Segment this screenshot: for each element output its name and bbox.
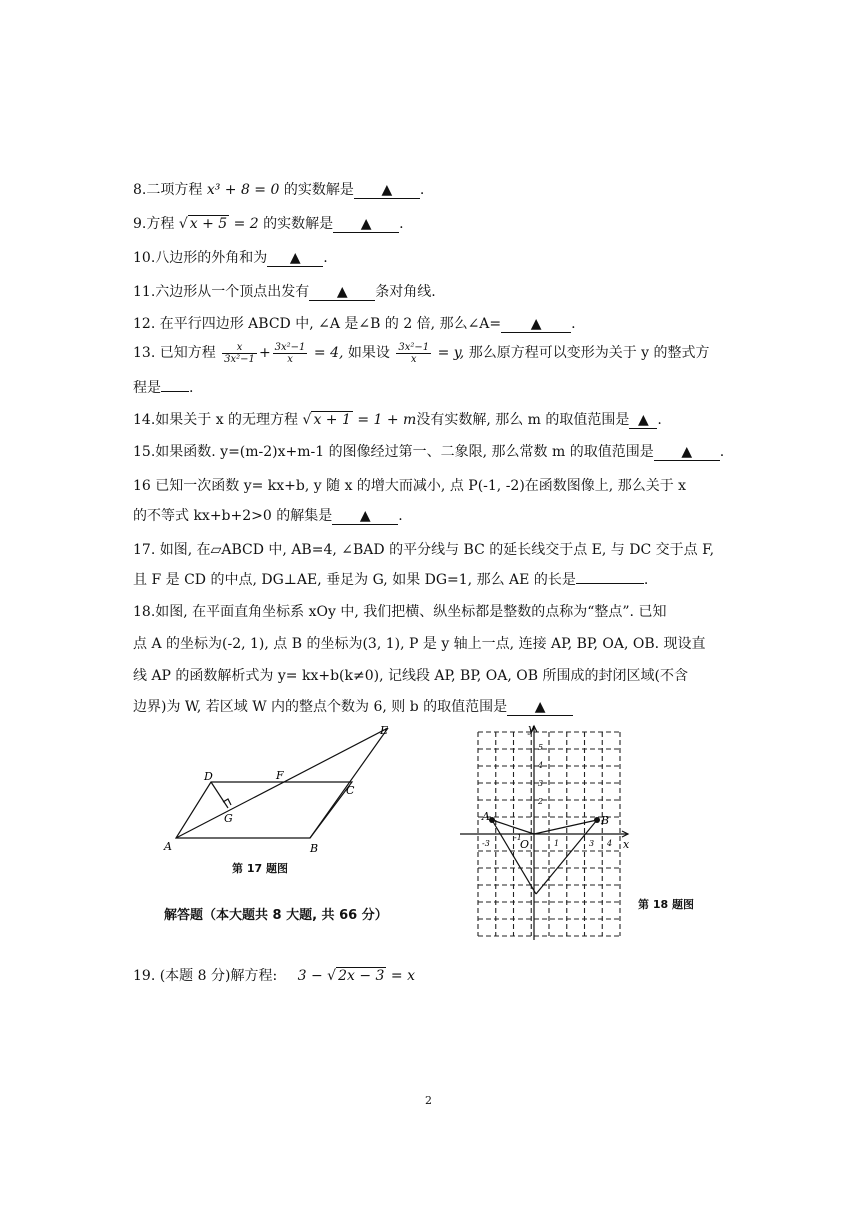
label-b: B xyxy=(310,842,319,855)
label-e: E xyxy=(380,724,389,737)
section-title: 解答题（本大题共 8 大题, 共 66 分） xyxy=(164,908,388,923)
fraction: $\frac{x}{\text{3x²−1}}$ xyxy=(224,341,255,365)
question-16-line2: 的不等式 kx+b+2>0 的解集是 ▲ . xyxy=(133,508,403,524)
figure-18 xyxy=(456,722,636,944)
answer-blank[interactable]: ▲ xyxy=(267,250,323,267)
question-18-line2: 点 A 的坐标为(-2, 1), 点 B 的坐标为(3, 1), P 是 y 轴上一点, 连接 AP, BP, OA, OB. 现设直 xyxy=(133,636,706,652)
question-17: 17. 如图, 在▱ABCD 中, AB=4, ∠BAD 的平分线与 BC 的延长线交于点 E, 与 DC 交于点 F, xyxy=(133,542,715,558)
question-18-line4: 边界)为 W, 若区域 W 内的整点个数为 6, 则 b 的取值范围是 ▲ xyxy=(133,697,573,717)
figure-17 xyxy=(160,722,400,862)
question-16: 16 已知一次函数 y= kx+b, y 随 x 的增大而减小, 点 P(-1, -2)在函数图像上, 那么关于 x xyxy=(133,478,687,494)
equation: √ x + 5 = 2 xyxy=(178,216,259,232)
figure-18-caption: 第 18 题图 xyxy=(638,898,694,911)
tick-y-4: 4 xyxy=(538,761,544,770)
answer-blank[interactable]: ▲ xyxy=(629,412,657,429)
segment-be xyxy=(310,728,388,838)
label-g: G xyxy=(224,812,233,825)
segment-ae xyxy=(176,728,388,838)
label-d: D xyxy=(204,770,213,783)
label-origin: O xyxy=(520,838,530,851)
segment-dg xyxy=(211,782,228,808)
tick-x-4: 4 xyxy=(607,839,613,848)
question-10: 10.八边形的外角和为 ▲ . xyxy=(133,250,328,266)
parallelogram-abcd xyxy=(176,782,352,838)
question-14: 14.如果关于 x 的无理方程 √ x + 1 = 1 + m没有实数解, 那么 m 的取值范围是 ▲ . xyxy=(133,412,662,428)
label-c: C xyxy=(346,784,355,797)
fraction: $\frac{\text{3x²−1}}{x}$ xyxy=(274,341,306,365)
question-17-line2: 且 F 是 CD 的中点, DG⊥AE, 垂足为 G, 如果 DG=1, 那么 AE 的长是 . xyxy=(133,572,649,588)
question-19: 19. (本题 8 分)解方程: 3 − √ 2x − 3 = x xyxy=(133,968,415,984)
page-number: 2 xyxy=(425,1094,432,1107)
tick-x-neg3: -3 xyxy=(482,839,490,848)
tick-y-3: 3 xyxy=(538,779,544,788)
label-x-axis: x xyxy=(623,838,630,851)
label-f: F xyxy=(276,769,284,782)
figure-17-caption: 第 17 题图 xyxy=(232,862,288,875)
answer-blank[interactable]: ▲ xyxy=(333,216,399,233)
answer-blank[interactable]: ▲ xyxy=(507,699,573,716)
equation: 3 − √ 2x − 3 = x xyxy=(297,968,415,984)
question-9: 9.方程 √ x + 5 = 2 的实数解是 ▲ . xyxy=(133,216,404,232)
question-15: 15.如果函数. y=(m-2)x+m-1 的图像经过第一、二象限, 那么常数 m 的取值范围是 ▲ . xyxy=(133,444,725,460)
equation: x³ + 8 = 0 xyxy=(206,182,280,198)
question-13-line2: 程是 . xyxy=(133,380,194,396)
label-a: A xyxy=(482,810,490,823)
question-13: 13. 已知方程 $\frac{x}{\text{3x²−1}}$ + $\frac{\text{3x²−1}}{x}$ = 4, 如果设 $\frac{\text{3x²−1}}{x}$ = y, 那么原方程可以变形为关于 y 的整式方 xyxy=(133,341,710,365)
answer-blank[interactable] xyxy=(161,391,189,392)
point-b xyxy=(594,817,600,823)
question-12: 12. 在平行四边形 ABCD 中, ∠A 是∠B 的 2 倍, 那么∠A= ▲ . xyxy=(133,316,576,332)
answer-blank[interactable]: ▲ xyxy=(354,182,420,199)
answer-blank[interactable]: ▲ xyxy=(309,284,375,301)
answer-blank[interactable]: ▲ xyxy=(332,508,398,525)
question-11: 11.六边形从一个顶点出发有 ▲ 条对角线. xyxy=(133,284,436,300)
label-b: B xyxy=(601,814,610,827)
question-8: 8.二项方程 x³ + 8 = 0 的实数解是 ▲ . xyxy=(133,182,425,198)
tick-x-3: 3 xyxy=(589,839,595,848)
tick-x-1: 1 xyxy=(554,839,560,848)
equation: √ x + 1 = 1 + m xyxy=(302,412,417,428)
question-18-line3: 线 AP 的函数解析式为 y= kx+b(k≠0), 记线段 AP, BP, OA, OB 所围成的封闭区域(不含 xyxy=(133,668,688,684)
label-a: A xyxy=(164,840,172,853)
answer-blank[interactable] xyxy=(576,583,644,584)
label-y-axis: y xyxy=(528,722,535,735)
answer-blank[interactable]: ▲ xyxy=(501,316,571,333)
question-18: 18.如图, 在平面直角坐标系 xOy 中, 我们把横、纵坐标都是整数的点称为“整点”. 已知 xyxy=(133,604,667,620)
fraction: $\frac{\text{3x²−1}}{x}$ xyxy=(398,341,430,365)
tick-y-2: 2 xyxy=(538,797,544,806)
tick-y-5: 5 xyxy=(538,743,544,752)
tick-x-neg1: -1 xyxy=(514,833,522,842)
answer-blank[interactable]: ▲ xyxy=(654,444,720,461)
